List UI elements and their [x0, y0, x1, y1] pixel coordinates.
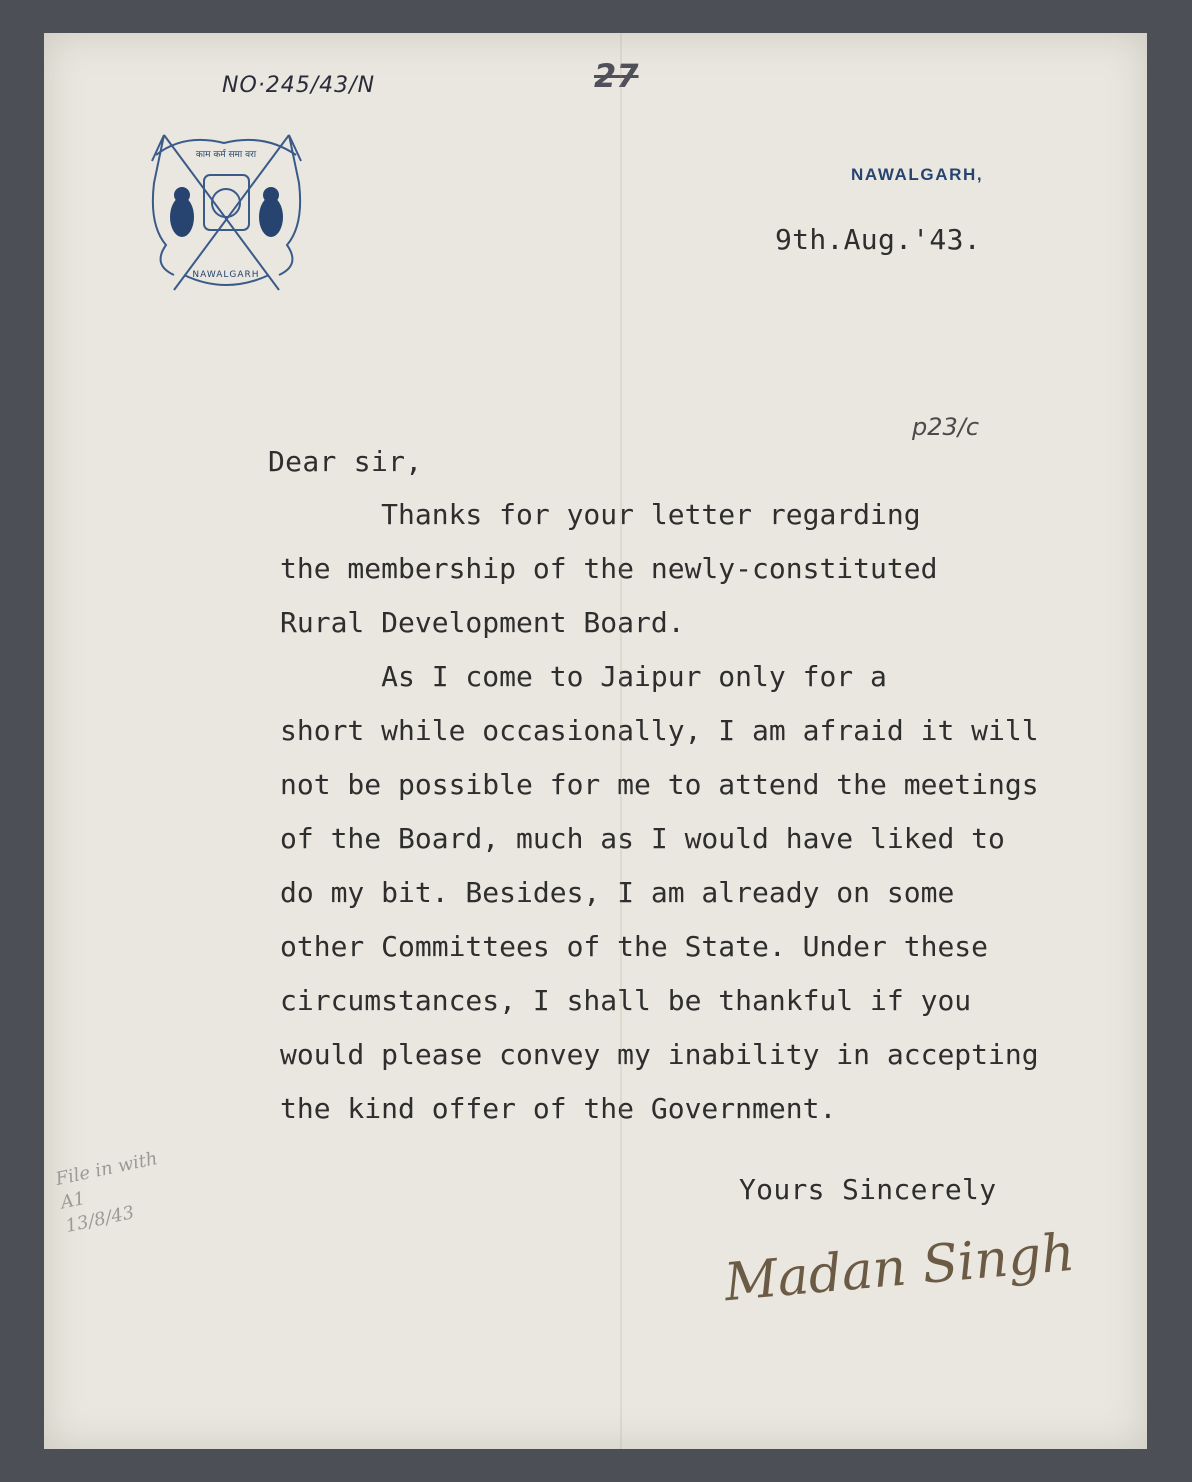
- body-line: short while occasionally, I am afraid it will: [280, 714, 1039, 747]
- signature: Madan Singh: [722, 1222, 1078, 1314]
- file-note: File in with A1 13/8/43: [53, 1148, 160, 1238]
- body-line: the kind offer of the Government.: [280, 1092, 837, 1125]
- body-line: do my bit. Besides, I am already on some: [280, 876, 955, 909]
- letter-body: [280, 493, 1180, 1141]
- body-line: other Committees of the State. Under these: [280, 930, 989, 963]
- svg-text:काम कर्म समा वरा: काम कर्म समा वरा: [195, 150, 257, 160]
- body-line: would please convey my inability in accepting: [280, 1038, 1039, 1071]
- body-line: circumstances, I shall be thankful if you: [280, 984, 972, 1017]
- page-reference-note: p23/c: [912, 413, 980, 441]
- body-line: the membership of the newly-constituted: [280, 552, 938, 585]
- nawalgarh-crest-logo: [144, 125, 309, 300]
- letter-page: [44, 33, 1147, 1449]
- body-line: not be possible for me to attend the meetings: [280, 768, 1039, 801]
- body-line: Thanks for your letter regarding: [280, 498, 921, 531]
- letter-date: 9th.Aug.'43.: [775, 223, 981, 256]
- reference-number: NO·245/43/N: [222, 73, 376, 98]
- body-line: As I come to Jaipur only for a: [280, 660, 887, 693]
- body-line: Rural Development Board.: [280, 606, 685, 639]
- svg-text:NAWALGARH: NAWALGARH: [192, 270, 260, 280]
- file-number: 27: [594, 57, 639, 95]
- closing: Yours Sincerely: [739, 1173, 997, 1206]
- letterhead-place: NAWALGARH,: [851, 165, 984, 184]
- salutation: Dear sir,: [268, 445, 423, 478]
- body-line: of the Board, much as I would have liked to: [280, 822, 1005, 855]
